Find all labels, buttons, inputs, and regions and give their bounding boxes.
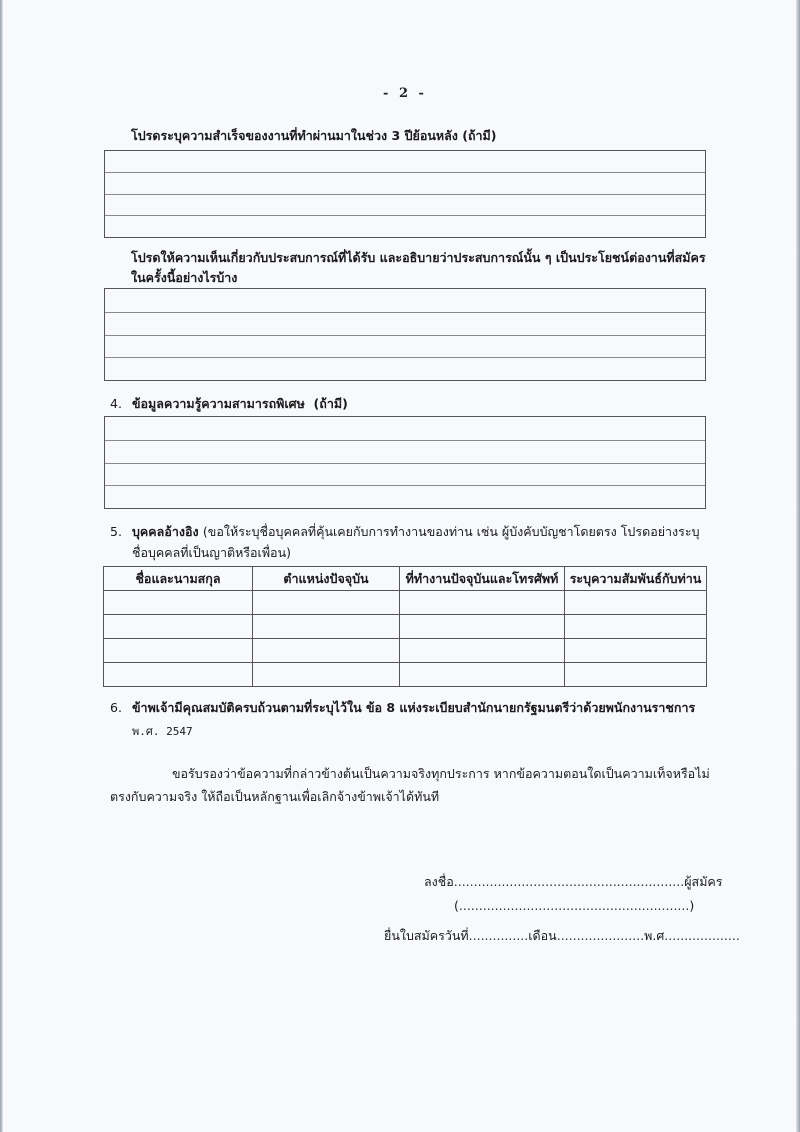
section-6-text-line1: ข้าพเจ้ามีคุณสมบัติครบถ้วนตามที่ระบุไว้ใน ข้อ 8 แห่งระเบียบสำนักนายกรัฐมนตรีว่าด้วยพนักงานราชการ — [132, 700, 696, 715]
section-5-desc-line2: ชื่อบุคคลที่เป็นญาติหรือเพื่อน) — [132, 545, 291, 560]
cell-workplace-phone[interactable] — [400, 639, 565, 663]
year-label: พ.ศ — [644, 928, 665, 943]
cell-position[interactable] — [253, 663, 400, 687]
column-header-relationship: ระบุความสัมพันธ์กับท่าน — [565, 567, 707, 591]
cell-workplace-phone[interactable] — [400, 591, 565, 615]
applicant-label: ผู้สมัคร — [684, 874, 723, 889]
scan-edge-left — [0, 0, 3, 1132]
cell-name[interactable] — [104, 639, 253, 663]
section-6-text-line2: พ.ศ. 2547 — [132, 725, 193, 738]
experience-prompt-line1: โปรดให้ความเห็นเกี่ยวกับประสบการณ์ที่ได้รับ และอธิบายว่าประสบการณ์นั้น ๆ เป็นประโยชน์ต่องานที่สมัคร — [131, 250, 706, 265]
cell-name[interactable] — [104, 615, 253, 639]
special-skills-answer-box[interactable] — [104, 416, 706, 509]
cell-position[interactable] — [253, 639, 400, 663]
ruled-line — [105, 312, 705, 313]
cell-name[interactable] — [104, 663, 253, 687]
achievement-prompt: โปรดระบุความสำเร็จของงานที่ทำผ่านมาในช่วง 3 ปีย้อนหลัง (ถ้ามี) — [131, 128, 497, 143]
section-4-number: 4. — [110, 396, 122, 411]
printed-name-line[interactable] — [454, 898, 694, 913]
signature-line[interactable] — [424, 872, 723, 892]
column-header-name: ชื่อและนามสกุล — [104, 567, 253, 591]
ruled-line — [105, 440, 705, 441]
sign-dots: .......................................................... — [453, 874, 685, 889]
month-label: เดือน — [528, 928, 557, 943]
section-5-title: บุคคลอ้างอิง — [132, 524, 199, 539]
table-row — [104, 591, 707, 615]
section-5-heading — [110, 522, 700, 542]
section-4-heading — [110, 394, 348, 414]
certification-line1: ขอรับรองว่าข้อความที่กล่าวข้างต้นเป็นความจริงทุกประการ หากข้อความตอนใดเป็นความเท็จหรือไม่ — [172, 766, 710, 781]
ruled-line — [105, 463, 705, 464]
date-label: ยื่นใบสมัครวันที่ — [384, 928, 469, 943]
year-dots: ................... — [664, 928, 740, 943]
references-table — [103, 566, 707, 687]
experience-answer-box[interactable] — [104, 288, 706, 381]
application-date-line[interactable] — [384, 926, 740, 946]
ruled-line — [105, 194, 705, 195]
scan-edge-right — [796, 0, 800, 1132]
ruled-line — [105, 215, 705, 216]
cell-position[interactable] — [253, 591, 400, 615]
section-6-text — [110, 698, 695, 718]
achievement-answer-box[interactable] — [104, 150, 706, 238]
ruled-line — [105, 485, 705, 486]
section-5-number: 5. — [110, 524, 122, 539]
section-5-desc-line1: (ขอให้ระบุชื่อบุคคลที่คุ้นเคยกับการทำงานของท่าน เช่น ผู้บังคับบัญชาโดยตรง โปรดอย่างระบุ — [202, 524, 700, 539]
table-header-row — [104, 567, 707, 591]
page-number: - 2 - — [383, 86, 427, 101]
table-row — [104, 639, 707, 663]
sign-label: ลงชื่อ — [424, 874, 454, 889]
cell-relationship[interactable] — [565, 663, 707, 687]
name-close-paren: ) — [689, 898, 695, 913]
cell-workplace-phone[interactable] — [400, 615, 565, 639]
column-header-position: ตำแหน่งปัจจุบัน — [253, 567, 400, 591]
ruled-line — [105, 172, 705, 173]
name-dots: .......................................................... — [458, 898, 690, 913]
name-open-paren: ( — [454, 898, 459, 913]
cell-relationship[interactable] — [565, 615, 707, 639]
ruled-line — [105, 357, 705, 358]
table-row — [104, 615, 707, 639]
cell-relationship[interactable] — [565, 591, 707, 615]
section-6-number: 6. — [110, 700, 122, 715]
section-4-suffix: (ถ้ามี) — [313, 396, 348, 411]
cell-position[interactable] — [253, 615, 400, 639]
cell-relationship[interactable] — [565, 639, 707, 663]
experience-prompt-line2: ในครั้งนี้อย่างไรบ้าง — [131, 270, 238, 285]
section-4-title: ข้อมูลความรู้ความสามารถพิเศษ — [132, 396, 305, 411]
table-row — [104, 663, 707, 687]
day-dots: ............... — [468, 928, 529, 943]
cell-name[interactable] — [104, 591, 253, 615]
certification-line2: ตรงกับความจริง ให้ถือเป็นหลักฐานเพื่อเลิกจ้างข้าพเจ้าได้ทันที — [110, 789, 440, 804]
ruled-line — [105, 335, 705, 336]
month-dots: ...................... — [556, 928, 645, 943]
cell-workplace-phone[interactable] — [400, 663, 565, 687]
column-header-workplace-phone: ที่ทำงานปัจจุบันและโทรศัพท์ — [400, 567, 565, 591]
